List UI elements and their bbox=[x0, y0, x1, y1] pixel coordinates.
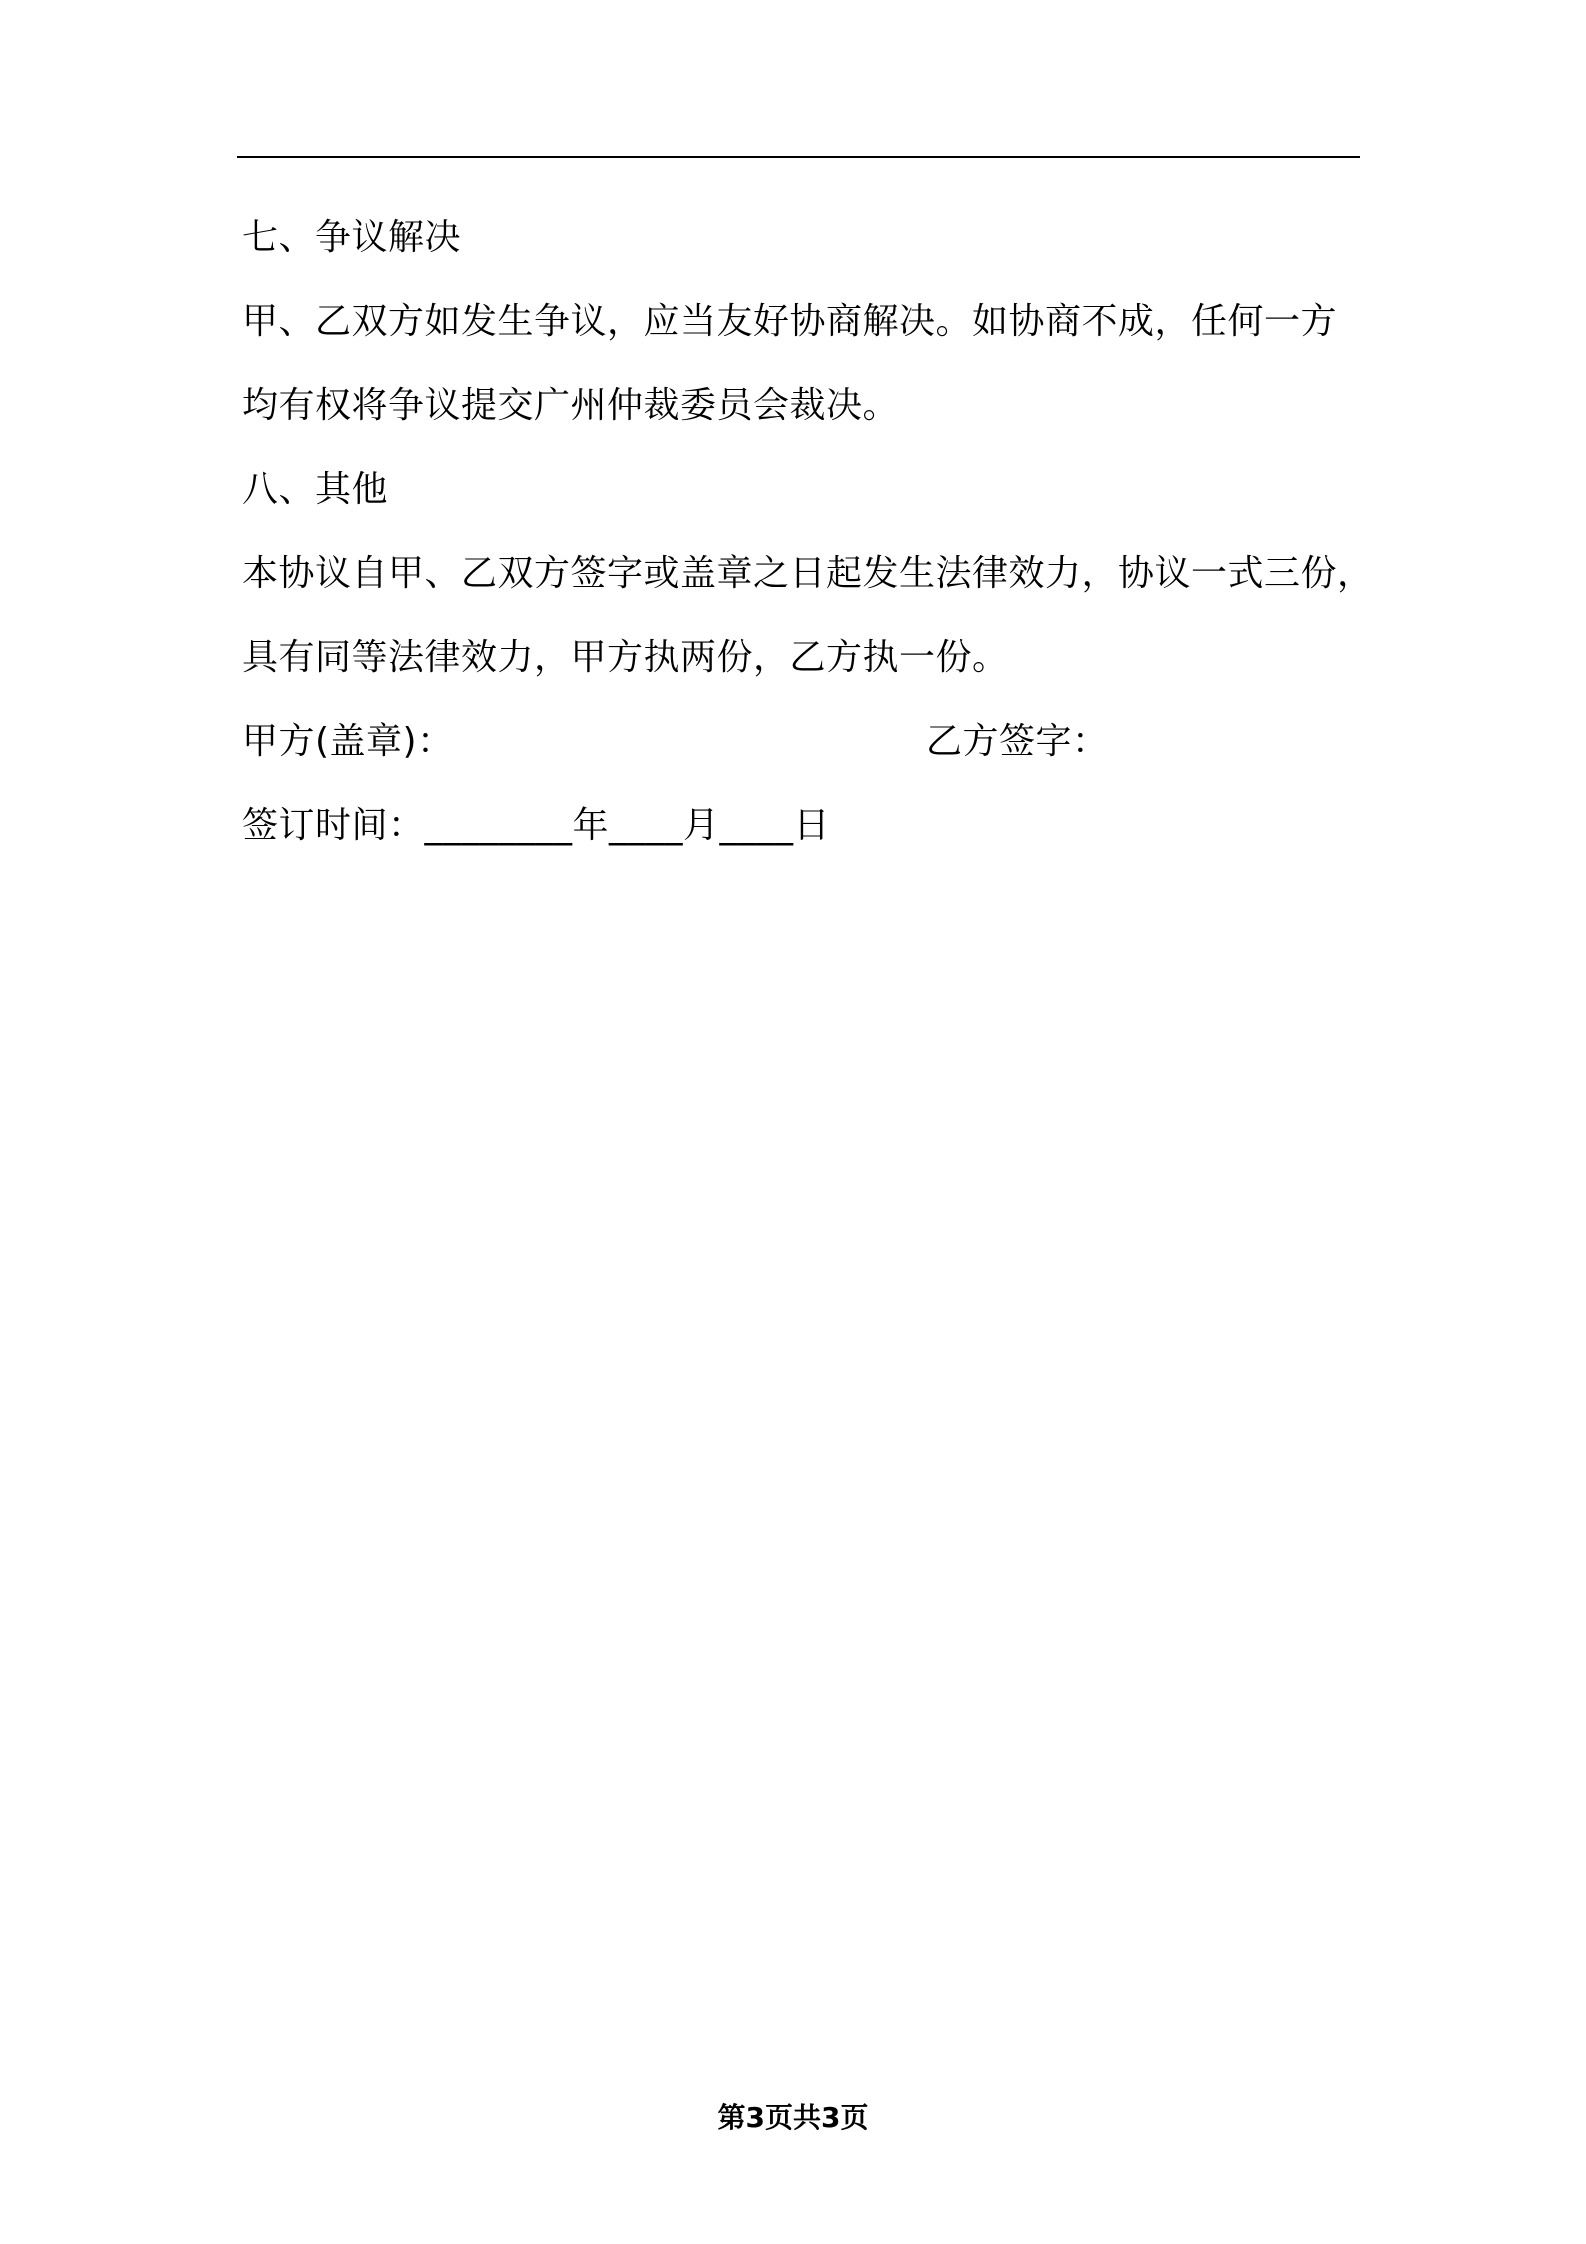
party-a-signature-label: 甲方(盖章)： bbox=[242, 721, 454, 762]
page-indicator: 第3页共3页 bbox=[717, 2101, 869, 2134]
document-body bbox=[242, 196, 1374, 868]
sign-date-line: 签订时间：________年____月____日 bbox=[242, 805, 831, 846]
header-rule bbox=[237, 156, 1360, 158]
section-heading: 七、争议解决 bbox=[242, 217, 462, 258]
paragraph-line: 甲、乙双方如发生争议，应当友好协商解决。如协商不成，任何一方 bbox=[242, 301, 1338, 342]
signature-row bbox=[242, 700, 1362, 784]
paragraph-line: 本协议自甲、乙双方签字或盖章之日起发生法律效力，协议一式三份， bbox=[242, 553, 1374, 594]
paragraph-line: 均有权将争议提交广州仲裁委员会裁决。 bbox=[242, 385, 900, 426]
paragraph-line: 具有同等法律效力，甲方执两份，乙方执一份。 bbox=[242, 637, 1009, 678]
section-heading: 八、其他 bbox=[242, 469, 389, 510]
party-b-signature-label: 乙方签字： bbox=[926, 721, 1109, 762]
